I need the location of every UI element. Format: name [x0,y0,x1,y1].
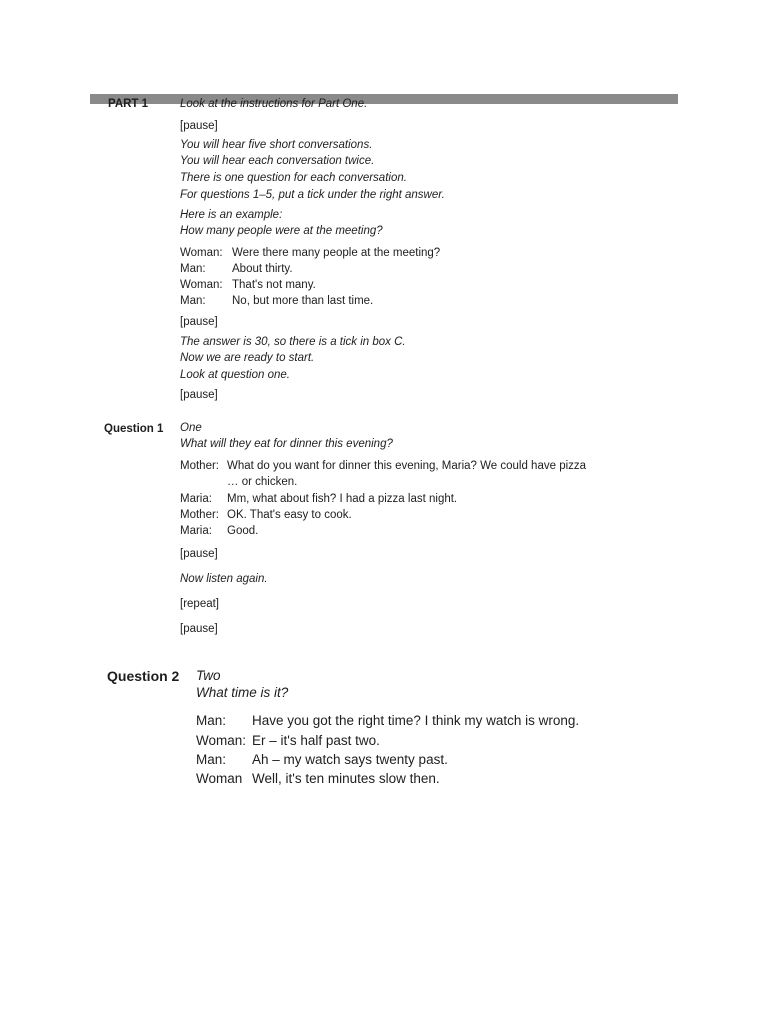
speaker-label: Woman: [180,279,223,291]
question-prompt: What will they eat for dinner this evening? [180,438,393,450]
utterance: Ah – my watch says twenty past. [252,752,448,767]
utterance: Well, it's ten minutes slow then. [252,771,440,786]
answer-line: Now we are ready to start. [180,352,315,364]
intro-line: You will hear five short conversations. [180,139,373,151]
speaker-label: Woman: [196,733,247,748]
speaker-label: Maria: [180,493,212,505]
intro-line: You will hear each conversation twice. [180,155,375,167]
question-prompt: What time is it? [196,685,289,700]
question-number-word: Two [196,668,221,683]
utterance: Have you got the right time? I think my watch is wrong. [252,713,580,728]
utterance: … or chicken. [227,476,298,488]
example-question: How many people were at the meeting? [180,225,383,237]
pause-marker: [pause] [180,548,218,560]
answer-line: The answer is 30, so there is a tick in box C. [180,336,406,348]
utterance: Mm, what about fish? I had a pizza last night. [227,493,458,505]
speaker-label: Man: [180,295,206,307]
speaker-label: Mother: [180,460,219,472]
header-rule [90,94,678,104]
utterance: Good. [227,525,259,537]
repeat-marker: [repeat] [180,598,219,610]
intro-line: There is one question for each conversation. [180,172,407,184]
utterance: Er – it's half past two. [252,733,380,748]
speaker-label: Man: [196,752,227,767]
utterance: Were there many people at the meeting? [232,247,441,259]
utterance: That's not many. [232,279,316,291]
pause-marker: [pause] [180,623,218,635]
utterance: No, but more than last time. [232,295,374,307]
pause-marker: [pause] [180,120,218,132]
pause-marker: [pause] [180,316,218,328]
intro-line: For questions 1–5, put a tick under the right answer. [180,189,445,201]
speaker-label: Man: [196,713,227,728]
question2-label: Question 2 [107,668,180,684]
speaker-label: Mother: [180,509,219,521]
pause-marker: [pause] [180,389,218,401]
part1-instruction: Look at the instructions for Part One. [180,98,368,110]
utterance: OK. That's easy to cook. [227,509,352,521]
speaker-label: Man: [180,263,206,275]
speaker-label: Woman: [180,247,223,259]
utterance: What do you want for dinner this evening, Maria? We could have pizza [227,460,587,472]
example-intro: Here is an example: [180,209,283,221]
utterance: About thirty. [232,263,293,275]
part-label: PART 1 [108,98,149,110]
speaker-label: Maria: [180,525,212,537]
answer-line: Look at question one. [180,369,290,381]
speaker-label: Woman [196,771,243,786]
question-number-word: One [180,422,202,434]
question1-label: Question 1 [104,423,164,435]
listen-again: Now listen again. [180,573,268,585]
